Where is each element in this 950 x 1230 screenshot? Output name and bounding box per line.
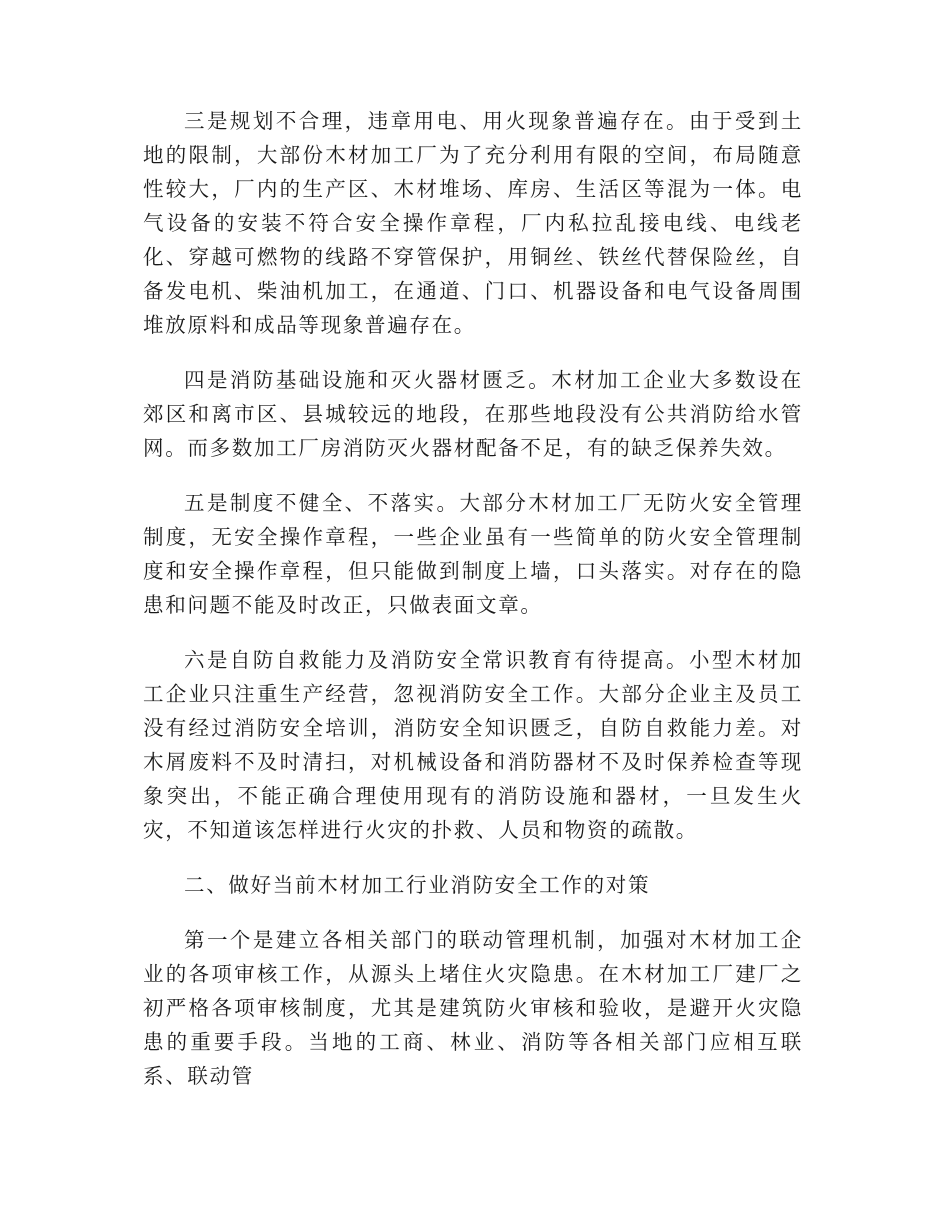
paragraph-planning: 三是规划不合理，违章用电、用火现象普遍存在。由于受到土地的限制，大部份木材加工厂为了充分利用有限的空间，布局随意性较大，厂内的生产区、木材堆场、库房、生活区等混为一体。电气设备的安装不符合安全操作章程，厂内私拉乱接电线、电线老化、穿越可燃物的线路不穿管保护，用铜丝、铁丝代替保险丝，自备发电机、柴油机加工，在通道、门口、机器设备和电气设备周围堆放原料和成品等现象普遍存在。 [143,109,803,337]
paragraph-coordination: 第一个是建立各相关部门的联动管理机制，加强对木材加工企业的各项审核工作，从源头上堵住火灾隐患。在木材加工厂建厂之初严格各项审核制度，尤其是建筑防火审核和验收，是避开火灾隐患的重要手段。当地的工商、林业、消防等各相关部门应相互联系、联动管 [143,928,803,1088]
document-body [143,104,803,1114]
section-heading: 二、做好当前木材加工行业消防安全工作的对策 [184,873,651,897]
paragraph-facilities: 四是消防基础设施和灭火器材匮乏。木材加工企业大多数设在郊区和离市区、县城较远的地段，在那些地段没有公共消防给水管网。而多数加工厂房消防灭火器材配备不足，有的缺乏保养失效。 [143,368,803,460]
paragraph-self-rescue: 六是自防自救能力及消防安全常识教育有待提高。小型木材加工企业只注重生产经营，忽视消防安全工作。大部分企业主及员工没有经过消防安全培训，消防安全知识匮乏，自防自救能力差。对木屑废料不及时清扫，对机械设备和消防器材不及时保养检查等现象突出，不能正确合理使用现有的消防设施和器材，一旦发生火灾，不知道该怎样进行火灾的扑救、人员和物资的疏散。 [143,648,803,842]
paragraph-regulations: 五是制度不健全、不落实。大部分木材加工厂无防火安全管理制度，无安全操作章程，一些企业虽有一些简单的防火安全管理制度和安全操作章程，但只能做到制度上墙，口头落实。对存在的隐患和问题不能及时改正，只做表面文章。 [143,491,803,617]
